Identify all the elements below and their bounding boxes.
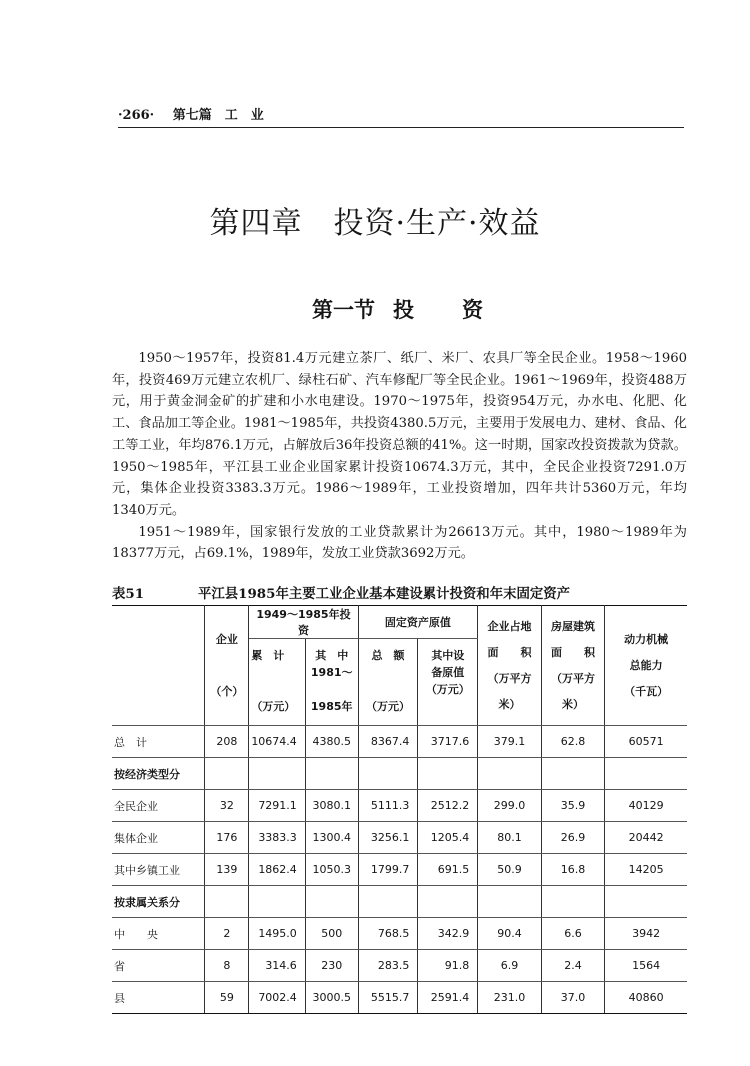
table-cell: 35.9	[541, 790, 605, 822]
table-cell: 1564	[605, 950, 687, 982]
paragraph: 1951～1989年，国家银行发放的工业贷款累计为26613万元。其中，1980～1989年为18377万元，占69.1%，1989年，发放工业贷款3692万元。	[112, 524, 687, 562]
table-title: 平江县1985年主要工业企业基本建设累计投资和年末固定资产	[198, 586, 571, 602]
table-cell: 90.4	[478, 918, 542, 950]
table-cell: 5515.7	[358, 982, 418, 1014]
table-cell	[478, 886, 542, 918]
table-cell: 500	[305, 918, 358, 950]
table-cell: 80.1	[478, 822, 542, 854]
header-enterprises: 企业 （个）	[205, 606, 249, 726]
table-cell: 6.6	[541, 918, 605, 950]
table-cell: 40129	[605, 790, 687, 822]
table-cell: 208	[205, 726, 249, 758]
table-row	[112, 982, 687, 1014]
table-cell: 50.9	[478, 854, 542, 886]
table-cell: 7002.4	[249, 982, 306, 1014]
header-investment-recent: 其 中 1981～ 1985年	[305, 639, 358, 726]
row-label: 总 计	[112, 726, 205, 758]
table-cell: 40860	[605, 982, 687, 1014]
header-blank	[112, 606, 205, 726]
table-row	[112, 950, 687, 982]
header-land-area: 企业占地 面 积 （万平方米）	[478, 606, 542, 726]
table-cell: 62.8	[541, 726, 605, 758]
table-cell: 91.8	[418, 950, 478, 982]
section-title-part: 投	[393, 297, 414, 322]
table-cell: 2591.4	[418, 982, 478, 1014]
row-label: 按经济类型分	[112, 758, 205, 790]
table-cell: 3080.1	[305, 790, 358, 822]
table-cell: 379.1	[478, 726, 542, 758]
table-cell	[205, 758, 249, 790]
row-label: 其中乡镇工业	[112, 854, 205, 886]
section-title	[0, 294, 750, 324]
table-cell	[358, 886, 418, 918]
table-cell: 3383.3	[249, 822, 306, 854]
table-cell: 2.4	[541, 950, 605, 982]
table-cell: 26.9	[541, 822, 605, 854]
table-cell: 3000.5	[305, 982, 358, 1014]
table-cell: 283.5	[358, 950, 418, 982]
table-cell: 139	[205, 854, 249, 886]
header-power-capacity: 动力机械 总能力 （千瓦）	[605, 606, 687, 726]
page-number: ·266·	[118, 108, 155, 123]
header-investment-group: 1949～1985年投资	[249, 606, 358, 639]
table-cell: 1799.7	[358, 854, 418, 886]
table-cell	[418, 886, 478, 918]
row-label: 中 央	[112, 918, 205, 950]
row-label: 县	[112, 982, 205, 1014]
header-building-area: 房屋建筑 面 积 （万平方米）	[541, 606, 605, 726]
table-cell: 59	[205, 982, 249, 1014]
table-cell: 60571	[605, 726, 687, 758]
table-cell	[541, 758, 605, 790]
table-cell: 230	[305, 950, 358, 982]
table-row	[112, 886, 687, 918]
table-cell	[605, 886, 687, 918]
table-cell: 3717.6	[418, 726, 478, 758]
table-cell: 1050.3	[305, 854, 358, 886]
table-cell: 2	[205, 918, 249, 950]
table-cell: 16.8	[541, 854, 605, 886]
paragraph: 1950～1957年，投资81.4万元建立茶厂、纸厂、米厂、农具厂等全民企业。1958～1960年，投资469万元建立农机厂、绿柱石矿、汽车修配厂等全民企业。1961～1969年，投资488万元，用于黄金洞金矿的扩建和小水电建设。1970～1975年，投资954万元，办水电、化肥、化工、食品加工等企业。1981～1985年，共投资4380.5万元，主要用于发展电力、建材、食品、化工等工业，年均876.1万元，占解放后36年投资总额的41%。这一时期，国家改投资拨款为贷款。1950～1985年，平江县工业企业国家累计投资10674.3万元，其中，全民企业投资7291.0万元，集体企业投资3383.3万元。1986～1989年，工业投资增加，四年共计5360万元，年均1340万元。	[112, 351, 687, 518]
table-cell	[249, 886, 306, 918]
table-cell: 342.9	[418, 918, 478, 950]
table-cell: 32	[205, 790, 249, 822]
table-row	[112, 790, 687, 822]
table-row	[112, 854, 687, 886]
table-cell: 1862.4	[249, 854, 306, 886]
data-table	[112, 605, 687, 1014]
table-caption	[112, 583, 692, 602]
table-row	[112, 726, 687, 758]
table-cell	[249, 758, 306, 790]
section-title-part: 第一节	[312, 297, 375, 322]
table-cell: 691.5	[418, 854, 478, 886]
table-cell: 2512.2	[418, 790, 478, 822]
table-cell	[305, 758, 358, 790]
table-cell: 299.0	[478, 790, 542, 822]
running-head	[118, 104, 678, 123]
table-cell: 6.9	[478, 950, 542, 982]
header-assets-total: 总 额 （万元）	[358, 639, 418, 726]
table-cell: 1205.4	[418, 822, 478, 854]
table-cell: 20442	[605, 822, 687, 854]
table-cell	[541, 886, 605, 918]
header-assets-equipment: 其中设 备原值 （万元）	[418, 639, 478, 726]
chapter-title: 第四章 投资·生产·效益	[209, 206, 541, 241]
table-number: 表51	[112, 586, 145, 602]
table-cell: 768.5	[358, 918, 418, 950]
header-rule	[118, 127, 684, 128]
row-label: 按隶属关系分	[112, 886, 205, 918]
row-label: 集体企业	[112, 822, 205, 854]
table-row	[112, 758, 687, 790]
table-cell: 37.0	[541, 982, 605, 1014]
table-cell	[605, 758, 687, 790]
table-cell	[478, 758, 542, 790]
table-cell: 4380.5	[305, 726, 358, 758]
table-cell: 1495.0	[249, 918, 306, 950]
table-cell	[305, 886, 358, 918]
row-label: 省	[112, 950, 205, 982]
table-cell: 176	[205, 822, 249, 854]
table-cell	[418, 758, 478, 790]
table-cell: 7291.1	[249, 790, 306, 822]
table-cell: 8	[205, 950, 249, 982]
table-cell: 314.6	[249, 950, 306, 982]
table-cell: 10674.4	[249, 726, 306, 758]
table-cell: 14205	[605, 854, 687, 886]
table-row	[112, 918, 687, 950]
table-cell	[205, 886, 249, 918]
table-cell: 8367.4	[358, 726, 418, 758]
section-heading: 第七篇 工 业	[172, 108, 264, 123]
row-label: 全民企业	[112, 790, 205, 822]
table-cell: 231.0	[478, 982, 542, 1014]
body-text	[112, 348, 687, 565]
table-cell	[358, 758, 418, 790]
table-cell: 3256.1	[358, 822, 418, 854]
table-cell: 1300.4	[305, 822, 358, 854]
table-row	[112, 822, 687, 854]
header-assets-group: 固定资产原值	[358, 606, 478, 639]
table-cell: 3942	[605, 918, 687, 950]
table-cell: 5111.3	[358, 790, 418, 822]
section-title-part: 资	[462, 297, 483, 322]
header-investment-total: 累 计 （万元）	[249, 639, 306, 726]
